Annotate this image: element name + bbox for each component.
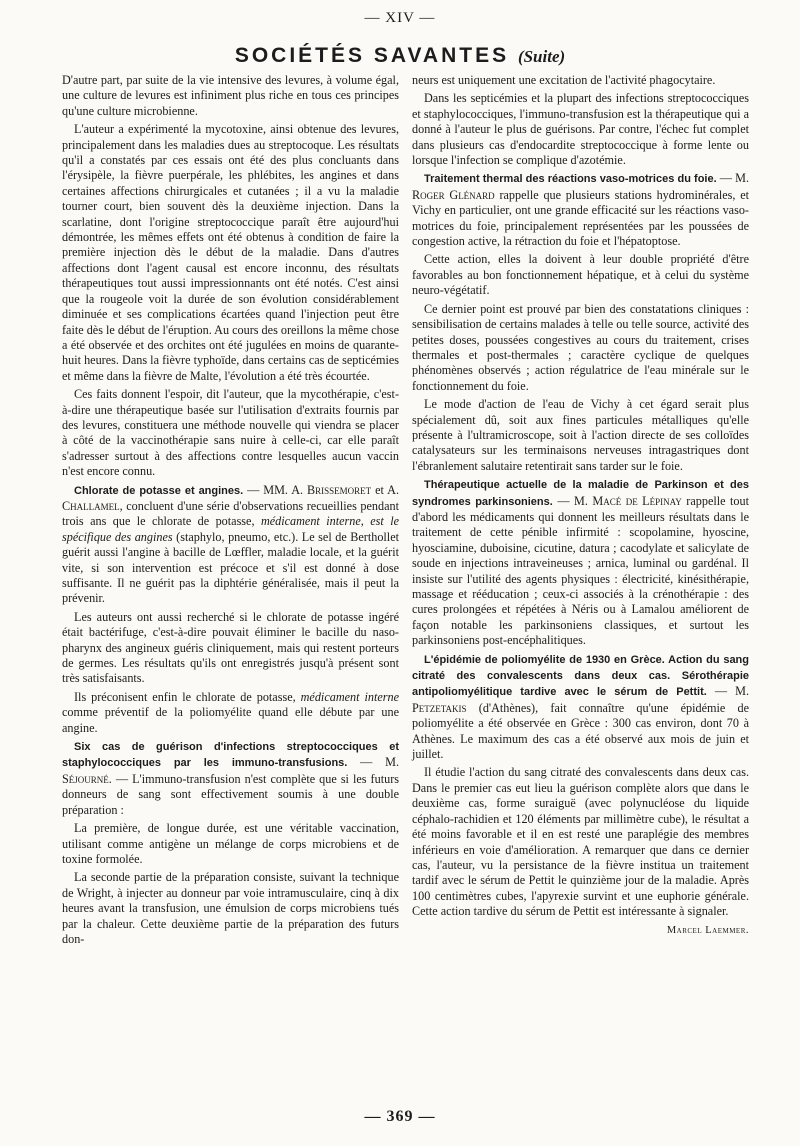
article-parkinson: Thérapeutique actuelle de la maladie de Parkinson et des syndromes parkinsoniens. — M. Macé de Lépinay rappelle tout d'abord les médicaments qui donnent les meilleurs résultats dans le traitement de cette pénible infirmité : scopolamine, hyoscine, hyosciamine, duboisine, cicutine, datura ; cacodylate et salicylate de soude en injections intraveineuses ; arnica, luminal ou gardénal. Il insiste sur l'utilité des agents physiques : électricité, kinésithérapie, massage et rééducation ; ceux-ci associés à la crénothérapie : des cures prolongées et répétées à Néris ou à Lamalou améliorent de façon notable les parkinsoniens classiques, et surtout les parkinsoniens post-encéphalitiques.	[412, 479, 749, 648]
article-heading: L'épidémie de poliomyélite de 1930 en Grèce. Action du sang citraté des convalescents dans deux cas. Sérothérapie antipoliomyélitique tardive avec le sérum de Pettit.	[412, 653, 749, 699]
paragraph: D'autre part, par suite de la vie intensive des levures, à volume égal, une culture de levures est infiniment plus riche en tous ces principes qu'une culture microbienne.	[62, 73, 399, 118]
paragraph: L'auteur a expérimenté la mycotoxine, ainsi obtenue des levures, principalement dans les maladies dues au streptocoque. Les résultats qu'il a constatés par ces essais ont été des plus concluants dans l'érysipèle, la fièvre puerpérale, les phlébites, les angines et dans certaines affections chirurgicales et cutanées ; il a vu la maladie tourner court, bien souvent dès la deuxième injection. Dans la scarlatine, dont l'origine streptococcique paraît être aujourd'hui démontrée, les mêmes effets ont été obtenus à condition de faire la première injection dès le début de la maladie. Dans d'autres affections dont l'agent causal est encore inconnu, des résultats thérapeutiques tout aussi impressionnants ont été notés. C'est ainsi que la rougeole voit la durée de son évolution considérablement diminuée et ses complications écartées quand l'injection peut être faite dès le début de l'éruption. Au cours des oreillons la même chose a été observée et des orchites ont été jugulées en moins de quarante-huit heures. Dans la fièvre typhoïde, dans certains cas de septicémies et même dans la fièvre de Malte, l'évolution a été très écourtée.	[62, 122, 399, 383]
article-heading: Traitement thermal des réactions vaso-motrices du foie.	[424, 173, 717, 186]
paragraph: Ce dernier point est prouvé par bien des constatations cliniques : sensibilisation de certains malades à telle ou telle source, activité des petites doses, poussées congestives au cours du traitement, crises thermales et post-thermales ; caractère cyclique de quelques phénomènes observés ; action régulatrice de l'eau minérale sur le fonctionnement du foie.	[412, 301, 749, 393]
author-name: Brissemoret	[307, 482, 372, 497]
paragraph: Il étudie l'action du sang citraté des convalescents dans deux cas. Dans le premier cas eut lieu la guérison complète alors que dans le deuxième cas, forme suraiguë (avec polynucléose du liquide céphalo-rachidien et 120 éléments par millimètre cube), le résultat a été moins favorable et il en est resté une paraplégie des membres inférieurs en voie d'amélioration. A remarquer que dans ce dernier cas, l'auteur, vu la persistance de la fièvre institua un traitement tardif avec le sérum de Pettit le quinzième jour de la maladie. Après 100 centimètres cubes, l'apyrexie survint et une euphorie générale. Cette action tardive du sérum de Pettit est intéressante à signaler.	[412, 765, 749, 919]
section-header	[0, 44, 800, 68]
paragraph: Dans les septicémies et la plupart des infections streptococciques et staphylococciques, l'immuno-transfusion est la thérapeutique qui a donné à l'auteur le plus de guérisons. Par contre, l'échec fut complet dans plusieurs cas d'endocardite streptococcique à forme lente ou lorsque l'infection se complique d'azotémie.	[412, 91, 749, 168]
paragraph: La seconde partie de la préparation consiste, suivant la technique de Wright, à injecter au donneur par voie intramusculaire, cinq à dix heures avant la transfusion, une émulsion de corps microbiens tués par la chaleur. Cette deuxième partie de la préparation des futurs don-	[62, 870, 399, 946]
author-name: Macé de Lépinay	[592, 493, 682, 508]
article-heading: Six cas de guérison d'infections streptococciques et staphylococciques par les immuno-transfusions.	[62, 741, 399, 770]
article-heading: Thérapeutique actuelle de la maladie de Parkinson et des syndromes parkinsoniens.	[412, 479, 749, 508]
roman-page-number: — XIV —	[364, 10, 436, 26]
author-name: Roger Glénard	[412, 187, 495, 202]
paragraph: Le mode d'action de l'eau de Vichy à cet égard serait plus spécialement dû, soit aux fines particules métalliques qu'elle présente à l'ultramicroscope, soit à l'action directe de ses colloïdes catalysateurs sur les terminaisons nerveuses intragastriques dont l'ébranlement salutaire retentirait sans tarder sur le foie.	[412, 397, 749, 473]
article-chlorate: Chlorate de potasse et angines. — MM. A. Brissemoret et A. Challamel, concluent d'une série d'observations recueillies pendant trois ans que le chlorate de potasse, médicament interne, est le spécifique des angines (staphylo, pneumo, etc.). Le sel de Berthollet guérit aussi l'angine à bacille de Lœffler, maladie locale, et la guérit vite, si son intervention est précoce et s'il est donné à dose suffisante. Il ne guérit pas la diphtérie généralisée, mais il peut la prévenir.	[62, 482, 399, 606]
article-heading: Chlorate de potasse et angines.	[74, 484, 244, 497]
article-traitement-thermal: Traitement thermal des réactions vaso-motrices du foie. — M. Roger Glénard rappelle que plusieurs stations hydrominérales, et Vichy en particulier, ont une grande efficacité sur les réactions vaso-motrices du foie, principalement représentées par les poussées de congestion active, la rétraction du foie et l'hépatoptose.	[412, 171, 749, 249]
emphasis: médicament interne, est le spécifique des angines	[62, 514, 399, 544]
page-number: — 369 —	[364, 1108, 436, 1125]
paragraph: Ils préconisent enfin le chlorate de potasse, médicament interne comme préventif de la poliomyélite quand elle débute par une angine.	[62, 689, 399, 735]
paragraph: Les auteurs ont aussi recherché si le chlorate de potasse ingéré était bactérifuge, c'est-à-dire pouvait éliminer le bacille du naso-pharynx des angineux guéris cliniquement, mais qui restent porteurs de germes. Les résultats qu'ils ont enregistrés jusqu'à présent sont très satisfaisants.	[62, 609, 399, 686]
author-name: Petzetakis	[412, 700, 467, 715]
emphasis: médicament interne	[300, 689, 399, 704]
article-poliomyelite: L'épidémie de poliomyélite de 1930 en Grèce. Action du sang citraté des convalescents dans deux cas. Sérothérapie antipoliomyélitique tardive avec le sérum de Pettit. — M. Petzetakis (d'Athènes), fait connaître qu'une épidémie de poliomyélite a été observée en Grèce : 300 cas environ, dont 70 à Athènes. Le maximum des cas a été observé aux mois de juin et juillet.	[412, 653, 749, 762]
author-name: Séjourné	[62, 771, 109, 786]
left-column	[62, 73, 399, 950]
author-name: Challamel	[62, 498, 120, 513]
section-title-suite: (Suite)	[517, 47, 566, 66]
signature: Marcel Laemmer.	[666, 924, 749, 936]
paragraph: La première, de longue durée, est une véritable vaccination, utilisant comme antigène un mélange de corps microbiens et de toxine formolée.	[62, 821, 399, 866]
paragraph: Ces faits donnent l'espoir, dit l'auteur, que la mycothérapie, c'est-à-dire une thérapeutique basée sur l'utilisation d'extraits fournis par des levures, constituera une méthode nouvelle qui viendra se placer à côté de la vaccinothérapie sans nuire à celle-ci, car elle paraît s'adresser surtout à des affections contre lesquelles aucun vaccin n'est encore connu.	[62, 387, 399, 479]
section-title: SOCIÉTÉS SAVANTES	[234, 44, 510, 67]
right-column	[412, 73, 749, 941]
paragraph: Cette action, elles la doivent à leur double propriété d'être favorables au bon fonctionnement hépatique, et à celui du système neuro-végétatif.	[412, 252, 749, 298]
paragraph: neurs est uniquement une excitation de l'activité phagocytaire.	[412, 73, 716, 87]
article-immuno-transfusion: Six cas de guérison d'infections streptococciques et staphylococciques par les immuno-transfusions. — M. Séjourné. — L'immuno-transfusion n'est complète que si les futurs donneurs de sang sont effectivement soumis à une double préparation :	[62, 741, 399, 817]
